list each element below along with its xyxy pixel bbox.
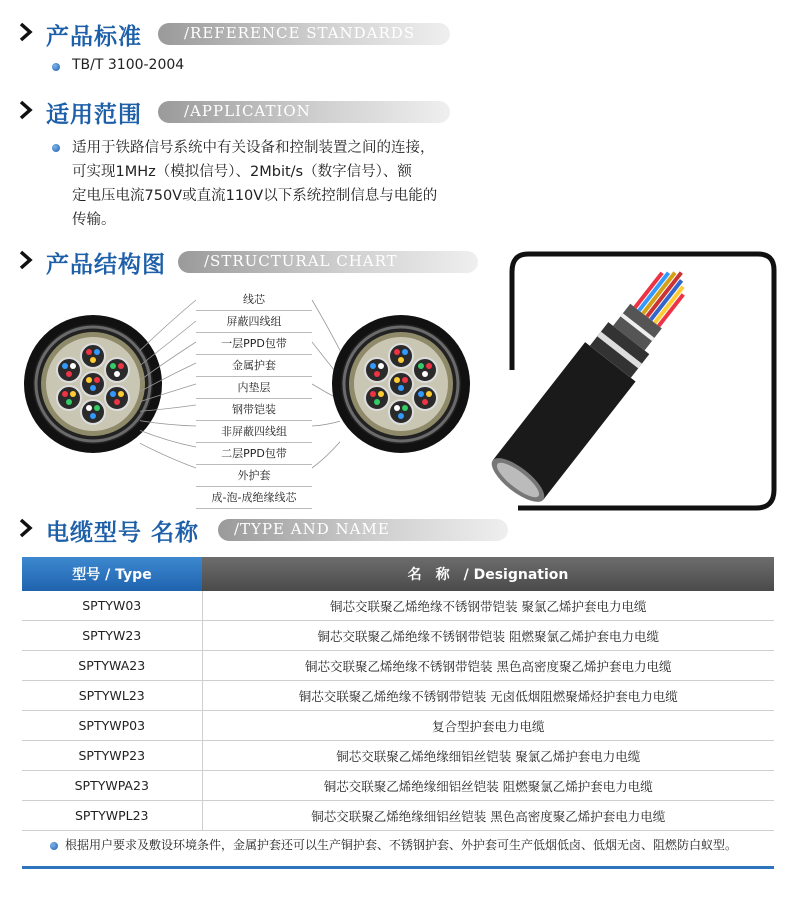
- designation-cell: 铜芯交联聚乙烯绝缘细铝丝铠装 黑色高密度聚乙烯护套电力电缆: [202, 801, 774, 831]
- table-row: [22, 711, 774, 741]
- type-cell: SPTYW23: [22, 621, 202, 651]
- table-row: [22, 681, 774, 711]
- table-row: [22, 591, 774, 621]
- application-line: 适用于铁路信号系统中有关设备和控制装置之间的连接，: [72, 140, 435, 156]
- type-table: [22, 557, 774, 831]
- structure-label: 非屏蔽四线组: [196, 421, 312, 443]
- application-line: 传输。: [72, 212, 116, 228]
- type-cell: SPTYWA23: [22, 651, 202, 681]
- section-title: 产品结构图: [46, 252, 166, 278]
- designation-cell: 铜芯交联聚乙烯绝缘细铝丝铠装 聚氯乙烯护套电力电缆: [202, 741, 774, 771]
- type-cell: SPTYWP23: [22, 741, 202, 771]
- section-header-types: [0, 510, 520, 546]
- structure-labels: [196, 289, 312, 509]
- section-subtitle: /APPLICATION: [184, 102, 311, 120]
- table-row: [22, 771, 774, 801]
- table-row: [22, 801, 774, 831]
- structure-label: 线芯: [196, 289, 312, 311]
- application-line: 定电压电流750V或直流110V以下系统控制信息与电能的: [72, 188, 438, 204]
- section-title: 电缆型号 名称: [46, 520, 200, 546]
- designation-cell: 铜芯交联聚乙烯绝缘不锈钢带铠装 阻燃聚氯乙烯护套电力电缆: [202, 621, 774, 651]
- section-header-application: [0, 92, 470, 128]
- application-line: 可实现1MHz（模拟信号）、2Mbit/s（数字信号）、额: [72, 164, 412, 180]
- application-text: [72, 136, 492, 232]
- bullet-icon: [52, 144, 60, 152]
- bullet-icon: [50, 842, 58, 850]
- section-header-structure: [0, 242, 490, 278]
- type-cell: SPTYWP03: [22, 711, 202, 741]
- header-designation: 名 称 / Designation: [202, 557, 774, 591]
- divider: [22, 866, 774, 869]
- designation-cell: 铜芯交联聚乙烯绝缘细铝丝铠装 阻燃聚氯乙烯护套电力电缆: [202, 771, 774, 801]
- type-cell: SPTYWL23: [22, 681, 202, 711]
- structure-label: 金属护套: [196, 355, 312, 377]
- structure-label: 成-泡-成绝缘线芯: [196, 487, 312, 509]
- bullet-icon: [52, 63, 60, 71]
- table-header-row: [22, 557, 774, 591]
- chevron-right-icon: [18, 250, 34, 270]
- designation-cell: 铜芯交联聚乙烯绝缘不锈钢带铠装 聚氯乙烯护套电力电缆: [202, 591, 774, 621]
- structure-label: 二层PPD包带: [196, 443, 312, 465]
- table-row: [22, 621, 774, 651]
- section-title: 产品标准: [46, 24, 142, 50]
- section-header-standards: [0, 14, 470, 50]
- section-subtitle: /REFERENCE STANDARDS: [184, 24, 416, 42]
- designation-cell: 铜芯交联聚乙烯绝缘不锈钢带铠装 黑色高密度聚乙烯护套电力电缆: [202, 651, 774, 681]
- structure-label: 屏蔽四线组: [196, 311, 312, 333]
- section-subtitle: /TYPE AND NAME: [234, 520, 390, 538]
- table-row: [22, 651, 774, 681]
- structure-label: 外护套: [196, 465, 312, 487]
- section-title: 适用范围: [46, 102, 142, 128]
- structure-label: 内垫层: [196, 377, 312, 399]
- designation-cell: 铜芯交联聚乙烯绝缘不锈钢带铠装 无卤低烟阻燃聚烯烃护套电力电缆: [202, 681, 774, 711]
- chevron-right-icon: [18, 100, 34, 120]
- cable-photo: [488, 250, 778, 512]
- structure-label: 一层PPD包带: [196, 333, 312, 355]
- cable-cross-section-right: [330, 314, 472, 454]
- table-row: [22, 741, 774, 771]
- type-cell: SPTYW03: [22, 591, 202, 621]
- structure-label: 钢带铠装: [196, 399, 312, 421]
- section-subtitle: /STRUCTURAL CHART: [204, 252, 398, 270]
- chevron-right-icon: [18, 22, 34, 42]
- chevron-right-icon: [18, 518, 34, 538]
- footnote: 根据用户要求及敷设环境条件，金属护套还可以生产铜护套、不锈钢护套、外护套可生产低烟低卤、低烟无卤、阻燃防白蚁型。: [65, 838, 738, 852]
- type-cell: SPTYWPA23: [22, 771, 202, 801]
- header-type: 型号 / Type: [22, 557, 202, 591]
- standard-item: TB/T 3100-2004: [72, 57, 185, 73]
- designation-cell: 复合型护套电力电缆: [202, 711, 774, 741]
- type-cell: SPTYWPL23: [22, 801, 202, 831]
